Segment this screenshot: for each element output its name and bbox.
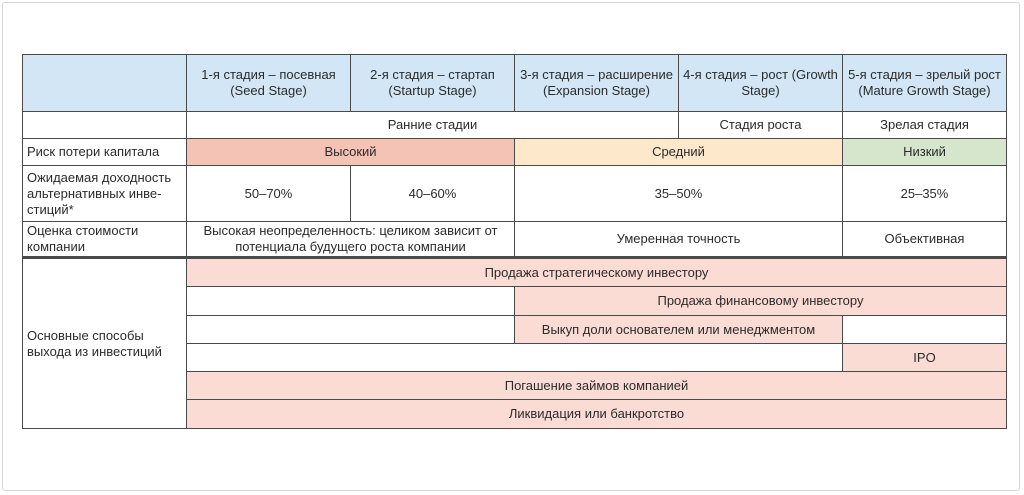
valuation-label: Оценка стоимости компании <box>23 222 187 258</box>
risk-medium: Средний <box>515 139 843 166</box>
exit-ipo: IPO <box>843 344 1007 372</box>
exit-liquidation: Ликвидация или банкротство <box>187 400 1007 429</box>
risk-label: Риск потери капитала <box>23 139 187 166</box>
exit-financial-empty <box>187 287 515 316</box>
returns-stage-2: 40–60% <box>351 166 515 222</box>
risk-low: Низкий <box>843 139 1007 166</box>
risk-row <box>23 139 1007 166</box>
returns-label: Ожидаемая доходность альтернативных инве-стиций* <box>23 166 187 222</box>
returns-stage-1: 50–70% <box>187 166 351 222</box>
returns-row <box>23 166 1007 222</box>
stage-group-row <box>23 112 1007 139</box>
early-stages-group: Ранние стадии <box>187 112 679 139</box>
exit-buyout-empty-left <box>187 316 515 344</box>
exit-ipo-empty <box>187 344 843 372</box>
exit-financial: Продажа финансовому инвестору <box>515 287 1007 316</box>
investment-stages-table <box>22 54 1007 429</box>
mature-stage-group: Зрелая стадия <box>843 112 1007 139</box>
group-corner-cell <box>23 112 187 139</box>
stage-1-header: 1-я стадия – посевная (Seed Stage) <box>187 55 351 112</box>
valuation-row <box>23 222 1007 258</box>
growth-stage-group: Стадия роста <box>679 112 843 139</box>
stage-4-header: 4-я стадия – рост (Growth Stage) <box>679 55 843 112</box>
stage-5-header: 5-я стадия – зрелый рост (Mature Growth Stage) <box>843 55 1007 112</box>
exit-row-strategic <box>23 258 1007 287</box>
exit-strategic: Продажа стратегическому инвестору <box>187 258 1007 287</box>
stage-2-header: 2-я стадия – стартап (Startup Stage) <box>351 55 515 112</box>
returns-stage-5: 25–35% <box>843 166 1007 222</box>
stage-header-row <box>23 55 1007 112</box>
exits-label: Основные способы выхода из инвестиций <box>23 258 187 429</box>
exit-loans: Погашение займов компанией <box>187 372 1007 400</box>
stage-3-header: 3-я стадия – расширение (Expansion Stage) <box>515 55 679 112</box>
exit-buyout-empty-right <box>843 316 1007 344</box>
valuation-mature: Объективная <box>843 222 1007 258</box>
valuation-growth: Умеренная точность <box>515 222 843 258</box>
risk-high: Высокий <box>187 139 515 166</box>
returns-stage-3-4: 35–50% <box>515 166 843 222</box>
header-corner-cell <box>23 55 187 112</box>
exit-buyout: Выкуп доли основателем или менеджментом <box>515 316 843 344</box>
valuation-early: Высокая неопределенность: целиком зависит от потенциала будущего роста компании <box>187 222 515 258</box>
